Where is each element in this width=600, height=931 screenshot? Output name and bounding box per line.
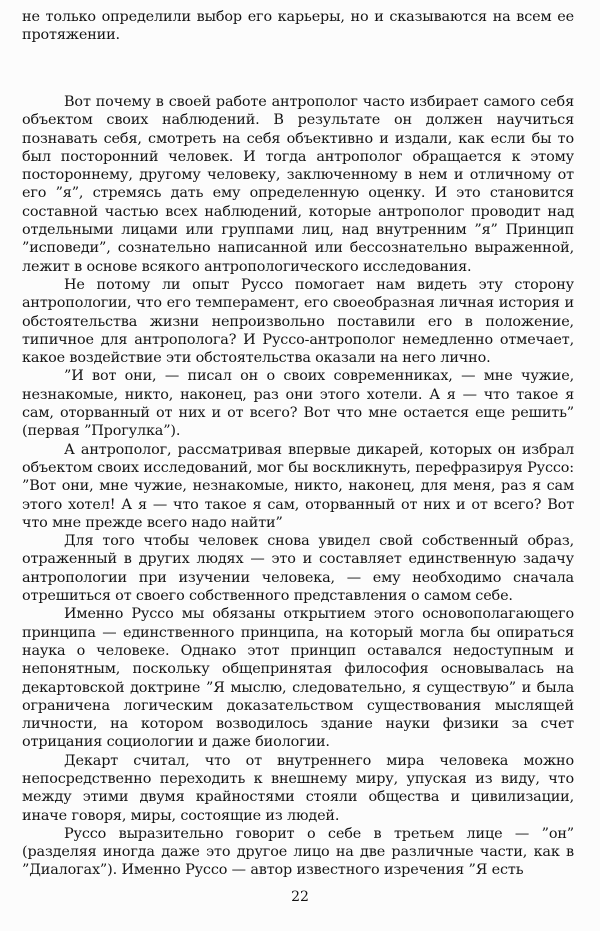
page-number: 22: [291, 889, 309, 905]
paragraph-2: Не потому ли опыт Руссо помогает нам видеть эту сторону антропологии, что его темперамент, его своеобразная личная история и обстоятельства жизни непроизвольно поставили его в положение, типичное для антрополога? И Руссо-антрополог немедленно отмечает, какое воздействие эти обстоятельства оказали на него лично.: [22, 276, 574, 367]
paragraph-6: Именно Руссо мы обязаны открытием этого основополагающего принципа — единственного принципа, на который могла бы опираться наука о человеке. Однако этот принцип оставался недоступным и непонятным, поскольку общепринятая философия основывалась на декартовской доктрине ”Я мыслю, следовательно, я существую” и была ограничена логическим доказательством существования мыслящей личности, на котором возводилось здание науки физики за счет отрицания социологии и даже биологии.: [22, 606, 574, 751]
paragraph-8: Руссо выразительно говорит о себе в третьем лице — ”он” (разделяя иногда даже это другое лицо на две различные части, как в ”Диалогах”). Именно Руссо — автор известного изречения ”Я есть: [22, 825, 574, 879]
paragraph-5: Для того чтобы человек снова увидел свой собственный образ, отраженный в других людях — это и составляет единственную задачу антропологии при изучении человека, — ему необходимо сначала отрешиться от своего собственного представления о самом себе.: [22, 533, 574, 605]
continuation-fragment: [22, 8, 574, 45]
paragraph-7: Декарт считал, что от внутреннего мира человека можно непосредственно переходить к внешнему миру, упуская из виду, что между этими двумя крайностями стояли общества и цивилизации, иначе говоря, миры, состоящие из людей.: [22, 752, 574, 824]
paragraph-4: А антрополог, рассматривая впервые дикарей, которых он избрал объектом своих исследований, мог бы воскликнуть, перефразируя Руссо: ”Вот они, мне чужие, незнакомые, никто, наконец, для меня, раз я сам этого хотел! А я — что такое я сам, оторванный от них и от всего? Вот что мне прежде всего надо найти”: [22, 441, 574, 531]
paragraph-1: Вот почему в своей работе антрополог часто избирает самого себя объектом своих наблюдений. В результате он должен научиться познавать себя, смотреть на себя объективно и издали, как если бы то был посторонний человек. И тогда антрополог обращается к этому постороннему, другому человеку, заключенному в нем и отличному от его ”я”, стремясь дать ему определенную оценку. И это становится составной частью всех наблюдений, которые антрополог проводит над отдельными лицами или группами лиц, над внутренним ”я” Принцип ”исповеди”, сознательно написанной или бессознательно выраженной, лежит в основе всякого антропологического исследования.: [22, 94, 574, 275]
paragraph-3-quote: ”И вот они, — писал он о своих современниках, — мне чужие, незнакомые, никто, наконец, раз они этого хотели. А я — что такое я сам, оторванный от них и от всего? Вот что мне остается еще решить” (первая ”Прогулка”).: [22, 368, 574, 440]
paragraph-continuation: не только определили выбор его карьеры, но и сказываются на всем ее протяжении.: [22, 9, 574, 44]
main-text: [22, 93, 574, 880]
